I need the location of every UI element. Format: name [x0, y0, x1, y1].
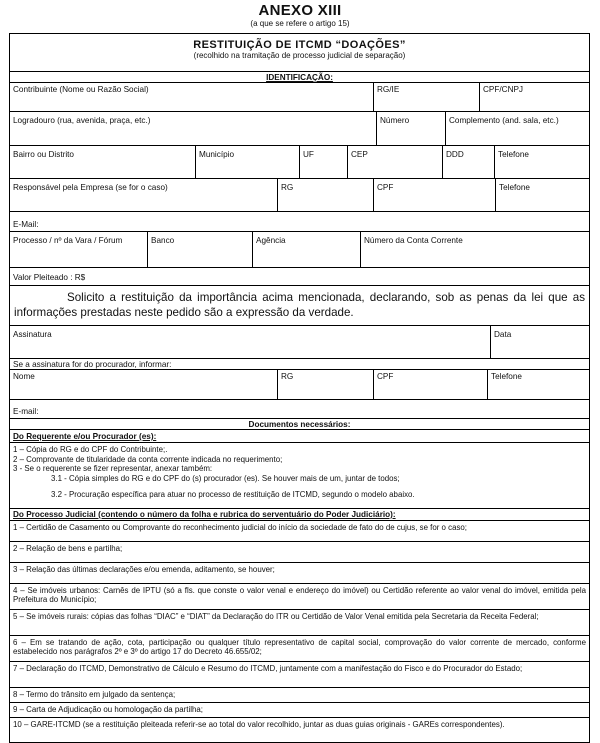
numero-field[interactable]: Número [377, 112, 446, 145]
documentos-heading: Documentos necessários: [248, 420, 351, 429]
uf-field[interactable]: UF [300, 146, 348, 178]
row-email [10, 212, 589, 232]
procurador-email-field[interactable]: E-mail: [13, 407, 39, 416]
bairro-field[interactable]: Bairro ou Distrito [10, 146, 196, 178]
procurador-rg-field[interactable]: RG [278, 370, 374, 399]
list-item: 9 – Carta de Adjudicação ou homologação da partilha; [10, 703, 589, 718]
row-processo [10, 232, 589, 268]
responsavel-telefone-field[interactable]: Telefone [499, 183, 530, 192]
row-logradouro [10, 112, 589, 146]
row-procurador [10, 370, 589, 400]
declaration-text: Solicito a restituição da importância acima mencionada, declarando, sob as penas da lei que as informações prestadas neste pedido são a expressão da verdade. [14, 291, 585, 319]
row-requerente-title [10, 430, 589, 443]
cep-field[interactable]: CEP [348, 146, 443, 178]
logradouro-field[interactable]: Logradouro (rua, avenida, praça, etc.) [10, 112, 377, 145]
identification-heading: IDENTIFICAÇÃO: [266, 73, 333, 82]
judicial-heading: Do Processo Judicial (contendo o número da folha e rubrica do serventuário do Poder Judiciário): [13, 510, 396, 519]
data-field[interactable]: Data [494, 330, 512, 339]
processo-field[interactable]: Processo / nº da Vara / Fórum [10, 232, 148, 267]
list-item: 3.1 - Cópia simples do RG e do CPF do (s) procurador (es). Se houver mais de um, juntar de todos; [51, 473, 400, 483]
email-field[interactable]: E-Mail: [13, 220, 39, 229]
responsavel-cpf-field[interactable]: CPF [374, 179, 496, 211]
ddd-field[interactable]: DDD [443, 146, 495, 178]
procurador-cpf-field[interactable]: CPF [374, 370, 488, 399]
form-title-block [10, 34, 589, 72]
form-title: RESTITUIÇÃO DE ITCMD “DOAÇÕES” [193, 39, 406, 51]
judicial-list [10, 521, 589, 743]
row-valor [10, 268, 589, 286]
row-judicial-title [10, 509, 589, 521]
row-assinatura [10, 326, 589, 359]
municipio-field[interactable]: Município [196, 146, 300, 178]
list-item: 10 – GARE-ITCMD (se a restituição pleiteada referir-se ao total do valor recolhido, juntar as duas guias originais - GAREs correspondentes). [13, 720, 505, 729]
procurador-telefone-field[interactable]: Telefone [491, 372, 522, 381]
contribuinte-field[interactable]: Contribuinte (Nome ou Razão Social) [10, 83, 374, 111]
procurador-nome-field[interactable]: Nome [10, 370, 278, 399]
row-contribuinte [10, 83, 589, 112]
cpf-cnpj-field[interactable]: CPF/CNPJ [483, 85, 524, 94]
restitution-form [9, 33, 590, 743]
row-declaracao [10, 286, 589, 326]
procurador-info-label: Se a assinatura for do procurador, informar: [13, 360, 172, 369]
form-subtitle: (recolhido na tramitação de processo judicial de separação) [193, 51, 406, 60]
list-item: 4 – Se imóveis urbanos: Carnês de IPTU (só a fls. que conste o valor venal e endereço do imóvel) ou Certidão referente ao valor venal do imóvel, emitida pela Prefeitura do Município; [10, 584, 589, 610]
list-item: 3 – Relação das últimas declarações e/ou emenda, aditamento, se houver; [10, 563, 589, 584]
list-item: 5 – Se imóveis rurais: cópias das folhas “DIAC” e “DIAT” da Declaração do ITR ou Certidão de Valor Venal emitida pela Secretaria da Receita Federal; [10, 610, 589, 636]
valor-pleiteado-field[interactable]: Valor Pleiteado : R$ [13, 273, 86, 282]
list-item: 1 – Certidão de Casamento ou Comprovante do reconhecimento judicial do início da sociedade de fato do de cujus, se for o caso; [10, 521, 589, 542]
requerente-list [10, 443, 589, 508]
telefone-field[interactable]: Telefone [498, 150, 529, 159]
row-responsavel [10, 179, 589, 212]
responsavel-rg-field[interactable]: RG [278, 179, 374, 211]
list-item: 8 – Termo do trânsito em julgado da sentença; [10, 688, 589, 703]
list-item: 3.2 - Procuração específica para atuar no processo de restituição de ITCMD, segundo o modelo abaixo. [51, 490, 415, 500]
assinatura-field[interactable]: Assinatura [10, 326, 491, 358]
annex-title: ANEXO XIII [258, 2, 342, 19]
page-header [0, 0, 600, 28]
requerente-heading: Do Requerente e/ou Procurador (es): [13, 432, 157, 441]
row-procurador-info [10, 359, 589, 370]
list-item: 6 – Em se tratando de ação, cota, participação ou qualquer título representativo de capital social, comprovação do valor corrente de mercado, conforme estabelecido nos parágrafos 2º e 3º do artigo 17 do Decreto 46.655/02; [10, 636, 589, 662]
complemento-field[interactable]: Complemento (and. sala, etc.) [449, 116, 559, 125]
identification-header-row [10, 72, 589, 83]
agencia-field[interactable]: Agência [253, 232, 361, 267]
row-requerente-list [10, 443, 589, 509]
list-item: 3 - Se o requerente se fizer representar, anexar também: [13, 464, 213, 474]
responsavel-field[interactable]: Responsável pela Empresa (se for o caso) [10, 179, 278, 211]
list-item: 2 – Comprovante de titularidade da conta corrente indicada no requerimento; [13, 454, 283, 464]
annex-subtitle: (a que se refere o artigo 15) [250, 19, 350, 28]
row-bairro [10, 146, 589, 179]
row-documentos-title [10, 419, 589, 430]
rg-ie-field[interactable]: RG/IE [374, 83, 480, 111]
list-item: 1 – Cópia do RG e do CPF do Contribuinte;. [13, 445, 168, 454]
row-email2 [10, 400, 589, 419]
list-item: 7 – Declaração do ITCMD, Demonstrativo de Cálculo e Resumo do ITCMD, juntamente com a manifestação do Fisco e do Procurador do Estado; [10, 662, 589, 688]
banco-field[interactable]: Banco [148, 232, 253, 267]
list-item: 2 – Relação de bens e partilha; [10, 542, 589, 563]
conta-corrente-field[interactable]: Número da Conta Corrente [364, 236, 463, 245]
